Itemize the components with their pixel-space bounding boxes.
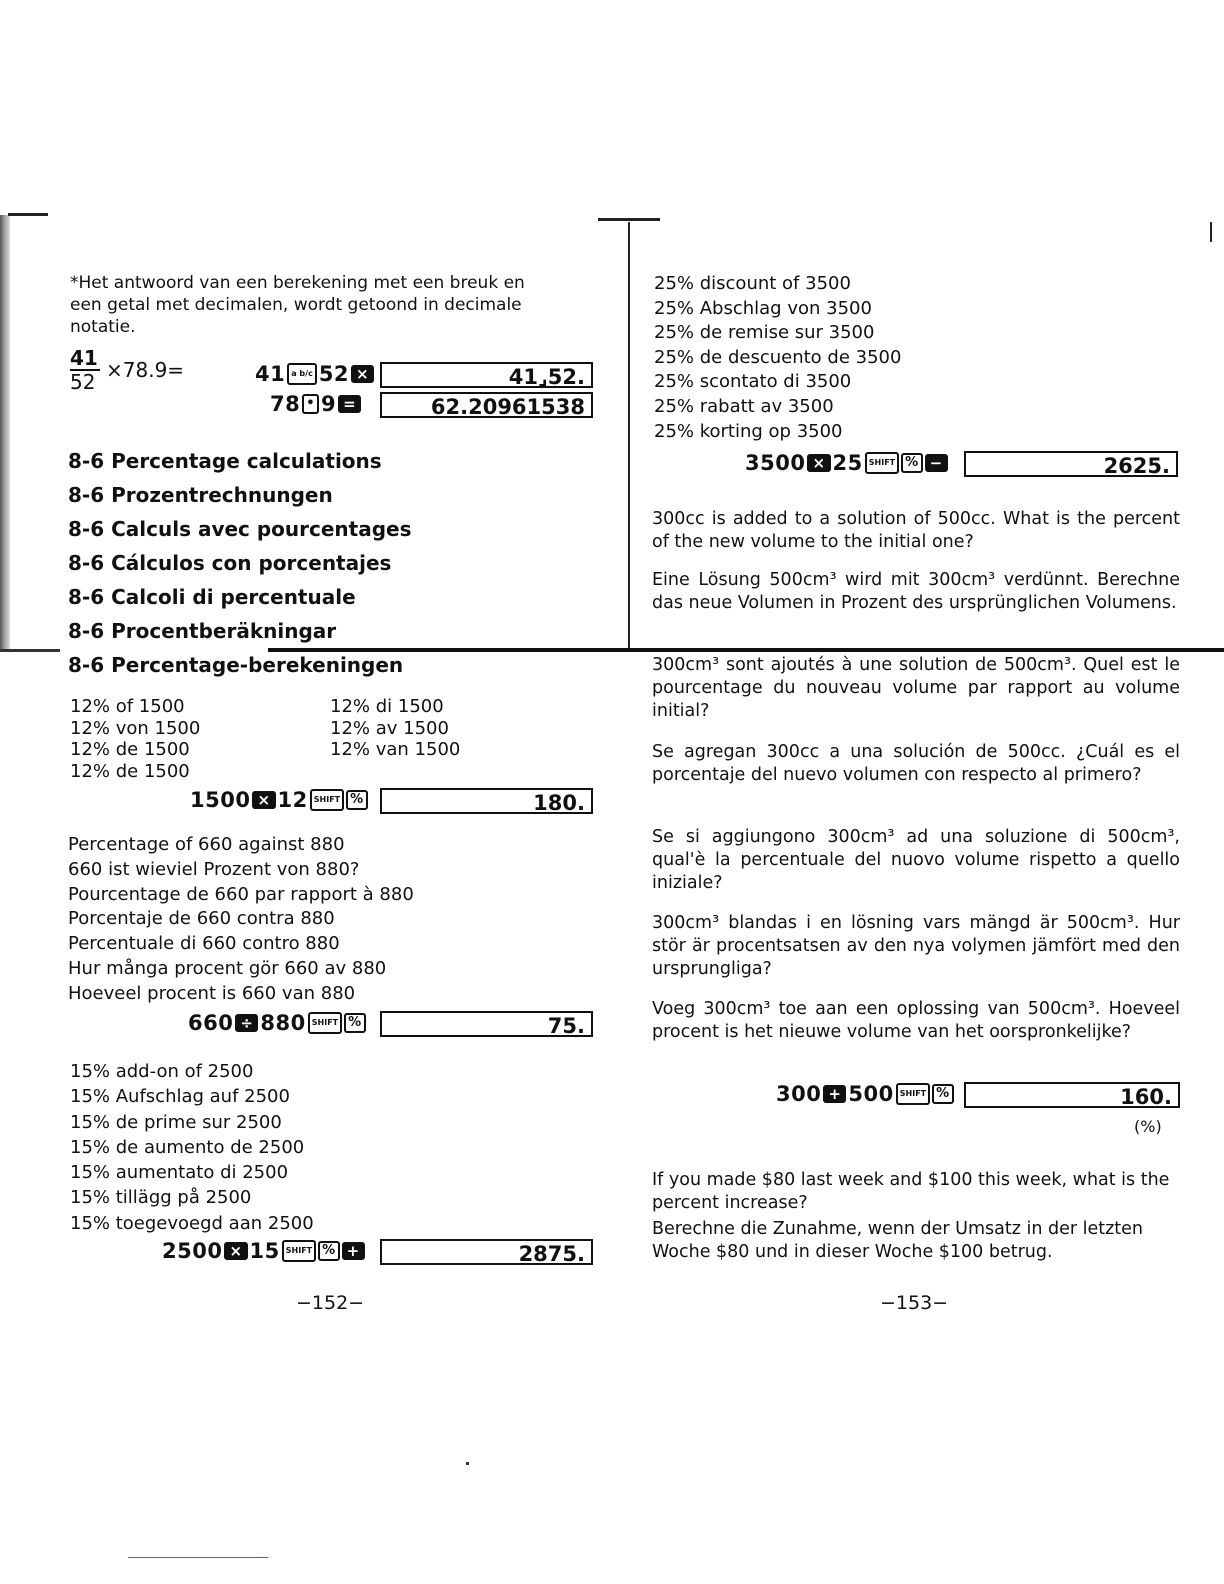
example-list <box>70 696 200 782</box>
operand: 78 <box>270 392 301 416</box>
plus-key-icon: + <box>342 1242 365 1260</box>
operand: 15 <box>249 1239 280 1263</box>
note-line: een getal met decimalen, wordt getoond in decimale <box>70 295 522 315</box>
bottom-rule <box>0 649 60 652</box>
note-line: notatie. <box>70 317 136 337</box>
example-line: 15% add-on of 2500 <box>70 1061 254 1082</box>
section-heading: 8-6 Procentberäkningar <box>68 619 337 643</box>
key-sequence <box>255 362 374 386</box>
example-line: 12% av 1500 <box>330 717 449 739</box>
example-line: 15% aumentato di 2500 <box>70 1162 289 1184</box>
fraction-key-icon: a b/c <box>287 363 317 385</box>
section-heading: 8-6 Cálculos con porcentajes <box>68 551 392 575</box>
shift-key-icon: SHIFT <box>865 452 899 474</box>
example-line: Percentage of 660 against 880 <box>68 834 345 855</box>
operand: 300 <box>776 1082 822 1106</box>
operand: 1500 <box>190 788 251 812</box>
key-sequence <box>190 788 368 812</box>
key-sequence <box>745 451 948 475</box>
example-line: 15% de prime sur 2500 <box>70 1111 282 1133</box>
section-heading: 8-6 Calcoli di percentuale <box>68 585 356 609</box>
multiply-key-icon: × <box>252 791 275 809</box>
page-spine <box>628 222 630 652</box>
problem-paragraph: Se si aggiungono 300cm³ ad una soluzione di 500cm³, qual'è la percentuale del nuovo volume rispetto a quello iniziale? <box>652 827 1180 893</box>
decimal-key-icon: • <box>302 394 319 414</box>
operand: 41 <box>255 362 286 386</box>
section-heading: 8-6 Prozentrechnungen <box>68 483 333 507</box>
example-line: 12% von 1500 <box>70 717 201 739</box>
calculator-display: 2875. <box>380 1239 593 1265</box>
example-line: 12% de 1500 <box>70 739 190 761</box>
shift-key-icon: SHIFT <box>896 1083 930 1105</box>
example-line: Hur många procent gör 660 av 880 <box>68 957 387 979</box>
example-line: 660 ist wieviel Prozent von 880? <box>68 858 360 880</box>
page-binding-shadow <box>0 215 10 650</box>
example-line: Hoeveel procent is 660 van 880 <box>68 982 356 1004</box>
note-line: *Het antwoord van een berekening met een breuk en <box>70 273 525 293</box>
fraction <box>70 347 100 393</box>
key-sequence <box>162 1239 365 1263</box>
example-list <box>70 1059 314 1236</box>
fraction-expression: ×78.9= <box>106 358 185 382</box>
operand: 12 <box>277 788 308 812</box>
bottom-rule <box>268 648 1224 652</box>
example-line: 25% de remise sur 3500 <box>654 322 875 344</box>
multiply-key-icon: × <box>807 454 830 472</box>
section-heading: 8-6 Percentage-berekeningen <box>68 653 404 677</box>
unit-label: (%) <box>1134 1117 1162 1136</box>
fraction-numerator: 41 <box>70 347 100 371</box>
operand: 2500 <box>162 1239 223 1263</box>
page-number: −152− <box>296 1292 365 1314</box>
problem-paragraph: 300cm³ sont ajoutés à une solution de 500cm³. Quel est le pourcentage du nouveau volume par rapport au volume initial? <box>652 655 1180 721</box>
example-line: 15% toegevoegd aan 2500 <box>70 1212 314 1234</box>
crop-mark <box>1210 222 1212 242</box>
example-line: 25% rabatt av 3500 <box>654 395 834 417</box>
section-heading: 8-6 Calculs avec pourcentages <box>68 517 412 541</box>
problem-paragraph: 300cc is added to a solution of 500cc. What is the percent of the new volume to the initial one? <box>652 509 1180 552</box>
key-sequence <box>776 1082 954 1106</box>
equals-key-icon: = <box>338 395 361 413</box>
example-line: 25% de descuento de 3500 <box>654 346 902 368</box>
operand: 880 <box>260 1011 306 1035</box>
example-list <box>330 696 460 761</box>
example-line: 25% scontato di 3500 <box>654 371 852 393</box>
section-heading: 8-6 Percentage calculations <box>68 449 382 473</box>
multiply-key-icon: × <box>351 365 374 383</box>
minus-key-icon: − <box>925 454 948 472</box>
crop-mark <box>8 213 48 216</box>
percent-key-icon: % <box>901 453 923 473</box>
crop-mark <box>598 218 660 221</box>
calculator-display: 2625. <box>964 451 1178 477</box>
percent-key-icon: % <box>346 790 368 810</box>
key-sequence <box>188 1011 366 1035</box>
decimal-note <box>70 272 525 338</box>
page-number: −153− <box>880 1292 949 1314</box>
problem-paragraph: Berechne die Zunahme, wenn der Umsatz in der letzten Woche $80 und in dieser Woche $100 betrug. <box>652 1219 1144 1262</box>
example-list <box>68 833 414 1007</box>
example-line: 25% korting op 3500 <box>654 420 843 442</box>
operand: 660 <box>188 1011 234 1035</box>
calculator-display: 160. <box>964 1082 1180 1108</box>
key-sequence <box>270 392 361 416</box>
example-line: Percentuale di 660 contro 880 <box>68 933 340 955</box>
multiply-key-icon: × <box>224 1242 247 1260</box>
problem-paragraph: 300cm³ blandas i en lösning vars mängd är 500cm³. Hur stör är procentsatsen av den nya volymen jämfört med den ursprungliga? <box>652 913 1180 979</box>
shift-key-icon: SHIFT <box>308 1012 342 1034</box>
example-line: Pourcentage de 660 par rapport à 880 <box>68 883 414 905</box>
example-line: 12% de 1500 <box>70 760 190 782</box>
operand: 500 <box>848 1082 894 1106</box>
calculator-display: 180. <box>380 788 593 814</box>
plus-key-icon: + <box>823 1085 846 1103</box>
operand: 52 <box>318 362 350 386</box>
example-line: 12% van 1500 <box>330 739 461 761</box>
operand: 25 <box>832 451 863 475</box>
example-list <box>654 272 901 444</box>
percent-key-icon: % <box>344 1013 366 1033</box>
scan-speck <box>466 1462 469 1465</box>
calculator-display: 75. <box>380 1011 593 1037</box>
shift-key-icon: SHIFT <box>310 789 344 811</box>
problem-paragraph: Se agregan 300cc a una solución de 500cc. ¿Cuál es el porcentaje del nuevo volumen con respecto al primero? <box>652 742 1180 785</box>
example-line: Porcentaje de 660 contra 880 <box>68 908 335 930</box>
problem-paragraph: Eine Lösung 500cm³ wird mit 300cm³ verdünnt. Berechne das neue Volumen in Prozent des ursprünglichen Volumens. <box>652 570 1180 613</box>
operand: 9 <box>321 392 337 416</box>
fraction-denominator: 52 <box>70 370 96 394</box>
calculator-display: 41⌟52. <box>380 362 593 388</box>
divide-key-icon: ÷ <box>235 1014 258 1032</box>
problem-paragraph: Voeg 300cm³ toe aan een oplossing van 500cm³. Hoeveel procent is het nieuwe volume van het oorspronkelijke? <box>652 999 1180 1042</box>
link-underline[interactable] <box>128 1557 268 1558</box>
percent-key-icon: % <box>318 1241 340 1261</box>
calculator-display: 62.20961538 <box>380 392 593 418</box>
shift-key-icon: SHIFT <box>282 1240 316 1262</box>
problem-paragraph: If you made $80 last week and $100 this week, what is the percent increase? <box>652 1170 1170 1213</box>
example-line: 12% of 1500 <box>70 696 185 717</box>
example-line: 25% Abschlag von 3500 <box>654 297 872 319</box>
operand: 3500 <box>745 451 806 475</box>
percent-key-icon: % <box>932 1084 954 1104</box>
example-line: 15% tillägg på 2500 <box>70 1187 252 1209</box>
example-line: 15% de aumento de 2500 <box>70 1136 305 1158</box>
example-line: 12% di 1500 <box>330 696 444 717</box>
example-line: 25% discount of 3500 <box>654 273 851 294</box>
example-line: 15% Aufschlag auf 2500 <box>70 1086 290 1108</box>
